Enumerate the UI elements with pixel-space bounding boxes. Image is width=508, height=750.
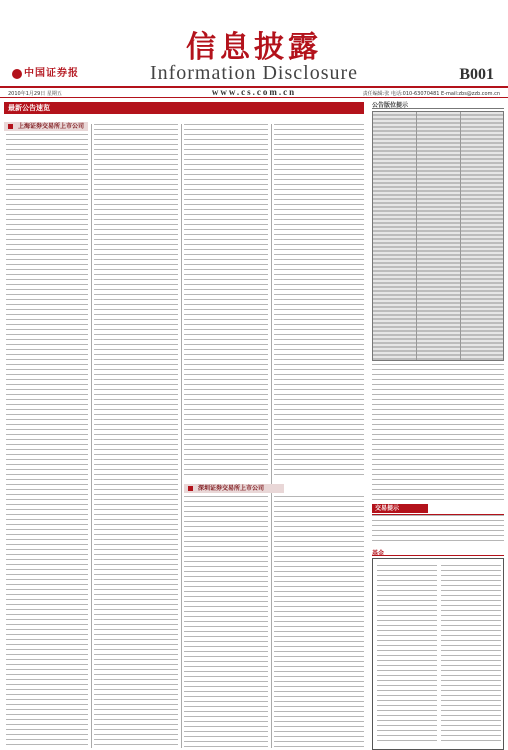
column-text-lines <box>6 134 88 748</box>
announcements-area <box>0 100 368 750</box>
page-code: B001 <box>459 66 494 83</box>
fund-notice-right <box>441 565 501 745</box>
text-column-2 <box>94 124 178 748</box>
column-text-lines <box>372 515 504 542</box>
text-column-5 <box>184 496 268 748</box>
text-column-3 <box>184 124 268 478</box>
editor-contact: 责任编辑:张 电话:010-63070481 E-mail:zbs@zzb.com.cn <box>362 91 500 97</box>
page-title-chinese: 信息披露 <box>186 30 322 65</box>
page-title-english: Information Disclosure <box>149 62 359 84</box>
column-text-lines <box>184 496 268 748</box>
url-bar <box>0 86 508 98</box>
sidebar <box>372 100 504 750</box>
column-divider <box>181 124 182 748</box>
column-text-lines <box>94 124 178 748</box>
site-url: www.cs.com.cn <box>211 87 297 97</box>
text-column-4 <box>274 124 364 478</box>
column-text-lines <box>377 565 437 745</box>
column-divider <box>271 124 272 748</box>
column-text-lines <box>274 124 364 478</box>
masthead <box>0 0 508 86</box>
column-divider <box>91 124 92 748</box>
issue-date: 2010年1月29日 星期五 <box>8 91 62 97</box>
text-column-1 <box>6 134 88 748</box>
sz-exchange-heading: 深圳证券交易所上市公司 <box>184 484 284 493</box>
text-column-6 <box>274 496 364 748</box>
column-text-lines <box>274 496 364 748</box>
column-text-lines <box>441 565 501 745</box>
fund-heading: 基金 <box>372 548 504 556</box>
trading-tips-text <box>372 514 504 542</box>
sidebar-text <box>372 364 504 502</box>
placement-table <box>372 111 504 361</box>
fund-notice-left <box>377 565 437 745</box>
placement-table-title: 公告版位提示 <box>372 100 504 109</box>
sh-exchange-heading: 上海证券交易所上市公司 <box>4 122 88 131</box>
logo-text: 中国证券报 <box>24 68 79 79</box>
column-text-lines <box>372 364 504 502</box>
column-text-lines <box>184 124 268 478</box>
section-banner: 最新公告速览 <box>4 102 364 114</box>
trading-tips-heading: 交易提示 <box>372 504 428 513</box>
fund-notice-box <box>372 558 504 750</box>
